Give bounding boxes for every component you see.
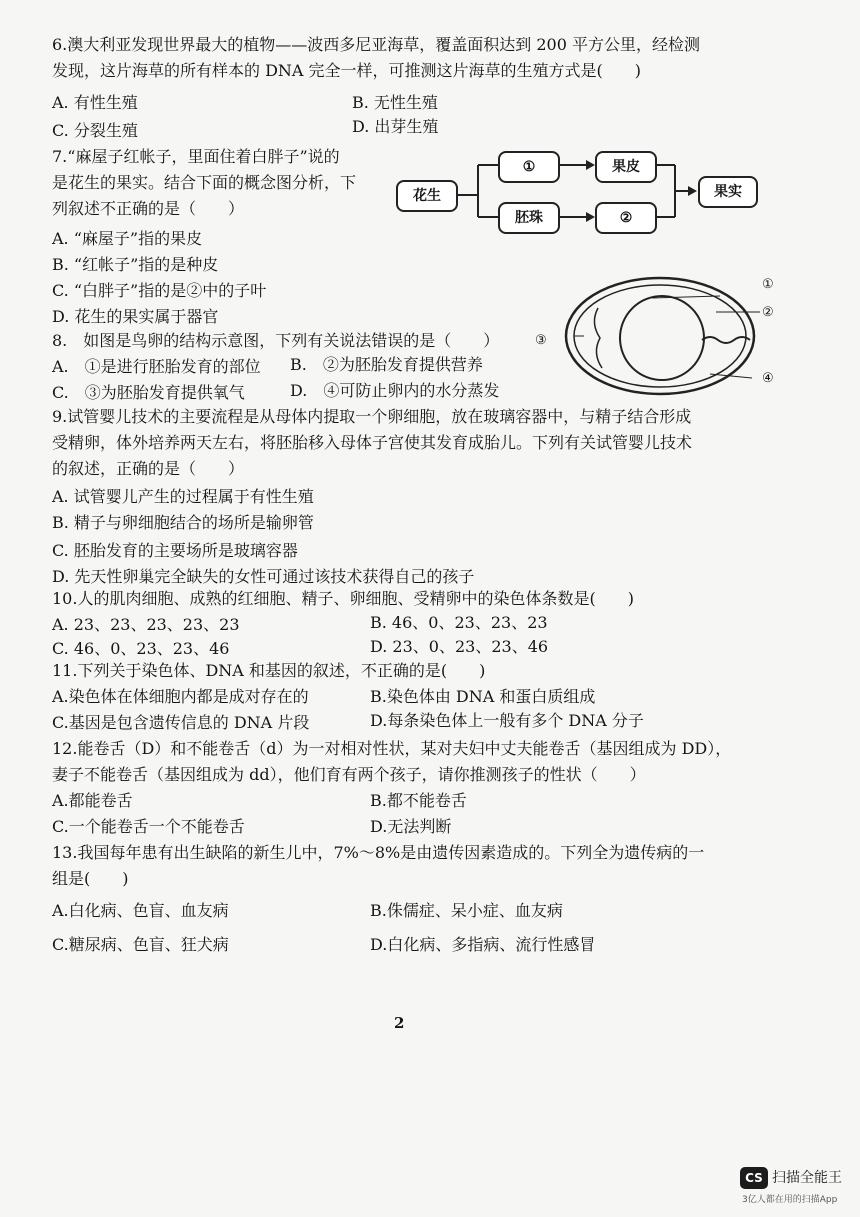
q8-stem: 8. 如图是鸟卵的结构示意图，下列有关说法错误的是（ ） [52,331,500,350]
q7-option-c: C. “白胖子”指的是②中的子叶 [52,281,267,300]
page-number: 2 [394,1014,405,1032]
q8-option-d: D. ④可防止卵内的水分蒸发 [290,381,500,400]
q12-option-a: A.都能卷舌 [52,791,133,810]
egg-label-1: ① [762,277,774,292]
q9-option-c: C. 胚胎发育的主要场所是玻璃容器 [52,541,298,560]
q8-option-a: A. ①是进行胚胎发育的部位 [52,357,261,376]
q8-option-b: B. ②为胚胎发育提供营养 [290,355,483,374]
q13-option-d: D.白化病、多指病、流行性感冒 [370,935,596,954]
q9-stem-line1: 9.试管婴儿技术的主要流程是从母体内提取一个卵细胞，放在玻璃容器中，与精子结合形成 [52,407,692,426]
q9-stem-line3: 的叙述，正确的是（ ） [52,459,245,478]
q7-stem-line1: 7.“麻屋子红帐子，里面住着白胖子”说的 [52,147,340,166]
q13-stem-line1: 13.我国每年患有出生缺陷的新生儿中，7%～8%是由遗传因素造成的。下列全为遗传病的一 [52,843,705,862]
q11-stem: 11.下列关于染色体、DNA 和基因的叙述，不正确的是( ) [52,661,486,680]
q10-option-a: A. 23、23、23、23、23 [52,615,240,634]
q11-option-a: A.染色体在体细胞内都是成对存在的 [52,687,309,706]
q7-option-d: D. 花生的果实属于器官 [52,307,219,326]
q8-option-c: C. ③为胚胎发育提供氧气 [52,383,245,402]
q6-option-a: A. 有性生殖 [52,93,138,112]
q12-stem-line1: 12.能卷舌（D）和不能卷舌（d）为一对相对性状，某对夫妇中丈夫能卷舌（基因组成为 DD）， [52,739,732,758]
egg-label-3: ③ [535,333,547,348]
concept-box-bottom: 胚珠 [498,202,560,234]
q7-option-b: B. “红帐子”指的是种皮 [52,255,219,274]
q9-stem-line2: 受精卵，体外培养两天左右，将胚胎移入母体子宫使其发育成胎儿。下列有关试管婴儿技术 [52,433,693,452]
q13-option-a: A.白化病、色盲、血友病 [52,901,229,920]
egg-label-4: ④ [762,371,774,386]
q6-option-d: D. 出芽生殖 [352,117,439,136]
q7-stem-line2: 是花生的果实。结合下面的概念图分析，下 [52,173,357,192]
q9-option-b: B. 精子与卵细胞结合的场所是输卵管 [52,513,314,532]
concept-box-result: 果实 [698,176,758,208]
concept-box-root: 花生 [396,180,458,212]
q6-option-c: C. 分裂生殖 [52,121,138,140]
egg-label-2: ② [762,305,774,320]
q10-option-c: C. 46、0、23、23、46 [52,639,230,658]
q9-option-a: A. 试管婴儿产生的过程属于有性生殖 [52,487,314,506]
q9-option-d: D. 先天性卵巢完全缺失的女性可通过该技术获得自己的孩子 [52,567,475,586]
q6-stem-line1: 6.澳大利亚发现世界最大的植物——波西多尼亚海草，覆盖面积达到 200 平方公里，经检测 [52,35,700,54]
q12-option-c: C.一个能卷舌一个不能卷舌 [52,817,245,836]
q11-option-c: C.基因是包含遗传信息的 DNA 片段 [52,713,310,732]
q10-stem: 10.人的肌肉细胞、成熟的红细胞、精子、卵细胞、受精卵中的染色体条数是( ) [52,589,634,608]
bird-egg-diagram [540,268,780,398]
camscanner-logo-icon: CS [740,1167,768,1189]
q6-stem-line2: 发现，这片海草的所有样本的 DNA 完全一样，可推测这片海草的生殖方式是( ) [52,61,642,80]
concept-box-top: 果皮 [595,151,657,183]
scanner-tagline: 3亿人都在用的扫描App [742,1195,838,1205]
concept-box-circle1: ① [498,151,560,183]
q11-option-b: B.染色体由 DNA 和蛋白质组成 [370,687,596,706]
concept-box-circle2: ② [595,202,657,234]
q12-stem-line2: 妻子不能卷舌（基因组成为 dd），他们育有两个孩子，请你推测孩子的性状（ ） [52,765,646,784]
scanner-app-name: 扫描全能王 [772,1170,842,1186]
q11-option-d: D.每条染色体上一般有多个 DNA 分子 [370,711,644,730]
q12-option-d: D.无法判断 [370,817,452,836]
q13-option-c: C.糖尿病、色盲、狂犬病 [52,935,229,954]
q13-option-b: B.侏儒症、呆小症、血友病 [370,901,563,920]
q6-option-b: B. 无性生殖 [352,93,438,112]
q13-stem-line2: 组是( ) [52,869,129,888]
q10-option-d: D. 23、0、23、23、46 [370,637,549,656]
q7-stem-line3: 列叙述不正确的是（ ） [52,199,245,218]
q10-option-b: B. 46、0、23、23、23 [370,613,548,632]
q12-option-b: B.都不能卷舌 [370,791,467,810]
q7-option-a: A. “麻屋子”指的果皮 [52,229,203,248]
